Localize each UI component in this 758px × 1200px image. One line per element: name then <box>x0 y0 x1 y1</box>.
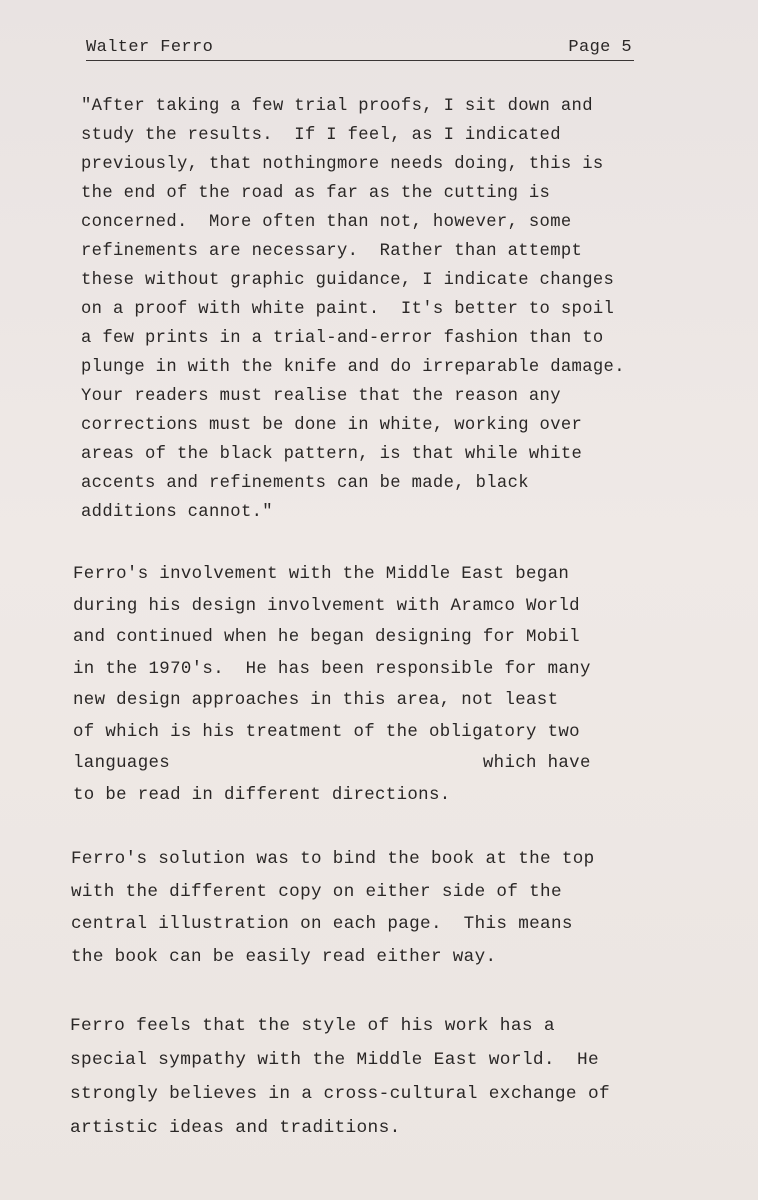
header-author: Walter Ferro <box>86 38 214 57</box>
quote-paragraph <box>81 92 625 527</box>
text-line: a few prints in a trial-and-error fashion than to <box>81 329 604 348</box>
text-line: on a proof with white paint. It's better to spoil <box>81 300 615 319</box>
header-page-number: Page 5 <box>568 38 632 57</box>
text-line: of which is his treatment of the obligatory two <box>73 722 580 742</box>
text-line: concerned. More often than not, however, some <box>81 213 572 232</box>
text-line: strongly believes in a cross-cultural exchange of <box>70 1084 611 1104</box>
text-line: languages which have <box>73 754 591 773</box>
text-line: previously, that nothingmore needs doing, this is <box>81 155 604 174</box>
text-line: the book can be easily read either way. <box>71 946 497 967</box>
text-line: in the 1970's. He has been responsible for many <box>73 659 591 679</box>
text-line: additions cannot." <box>81 503 273 522</box>
text-line: during his design involvement with Aramco World <box>73 596 580 616</box>
text-line: study the results. If I feel, as I indicated <box>81 126 561 145</box>
middle-east-paragraph <box>73 559 591 811</box>
page-header <box>86 36 634 61</box>
text-line: accents and refinements can be made, black <box>81 474 529 493</box>
text-line: areas of the black pattern, is that while white <box>81 445 583 464</box>
style-paragraph <box>70 1009 610 1145</box>
text-line: to be read in different directions. <box>73 785 451 805</box>
text-line: plunge in with the knife and do irreparable damage. <box>81 358 625 377</box>
text-line: corrections must be done in white, working over <box>81 416 583 435</box>
text-line: refinements are necessary. Rather than attempt <box>81 242 583 261</box>
text-line: with the different copy on either side of the <box>71 881 562 902</box>
text-line: these without graphic guidance, I indicate changes <box>81 271 615 290</box>
text-line: Your readers must realise that the reason any <box>81 387 561 406</box>
text-line: central illustration on each page. This means <box>71 914 573 934</box>
text-line: new design approaches in this area, not least <box>73 691 559 710</box>
text-line: artistic ideas and traditions. <box>70 1118 401 1138</box>
text-line: special sympathy with the Middle East world. He <box>70 1050 599 1070</box>
text-line: "After taking a few trial proofs, I sit down and <box>81 97 593 116</box>
text-line: Ferro feels that the style of his work has a <box>70 1016 555 1036</box>
text-line: the end of the road as far as the cutting is <box>81 184 551 203</box>
text-line: Ferro's solution was to bind the book at the top <box>71 849 595 869</box>
text-line: and continued when he began designing for Mobil <box>73 628 580 647</box>
solution-paragraph <box>71 843 595 973</box>
text-line: Ferro's involvement with the Middle East began <box>73 565 570 584</box>
